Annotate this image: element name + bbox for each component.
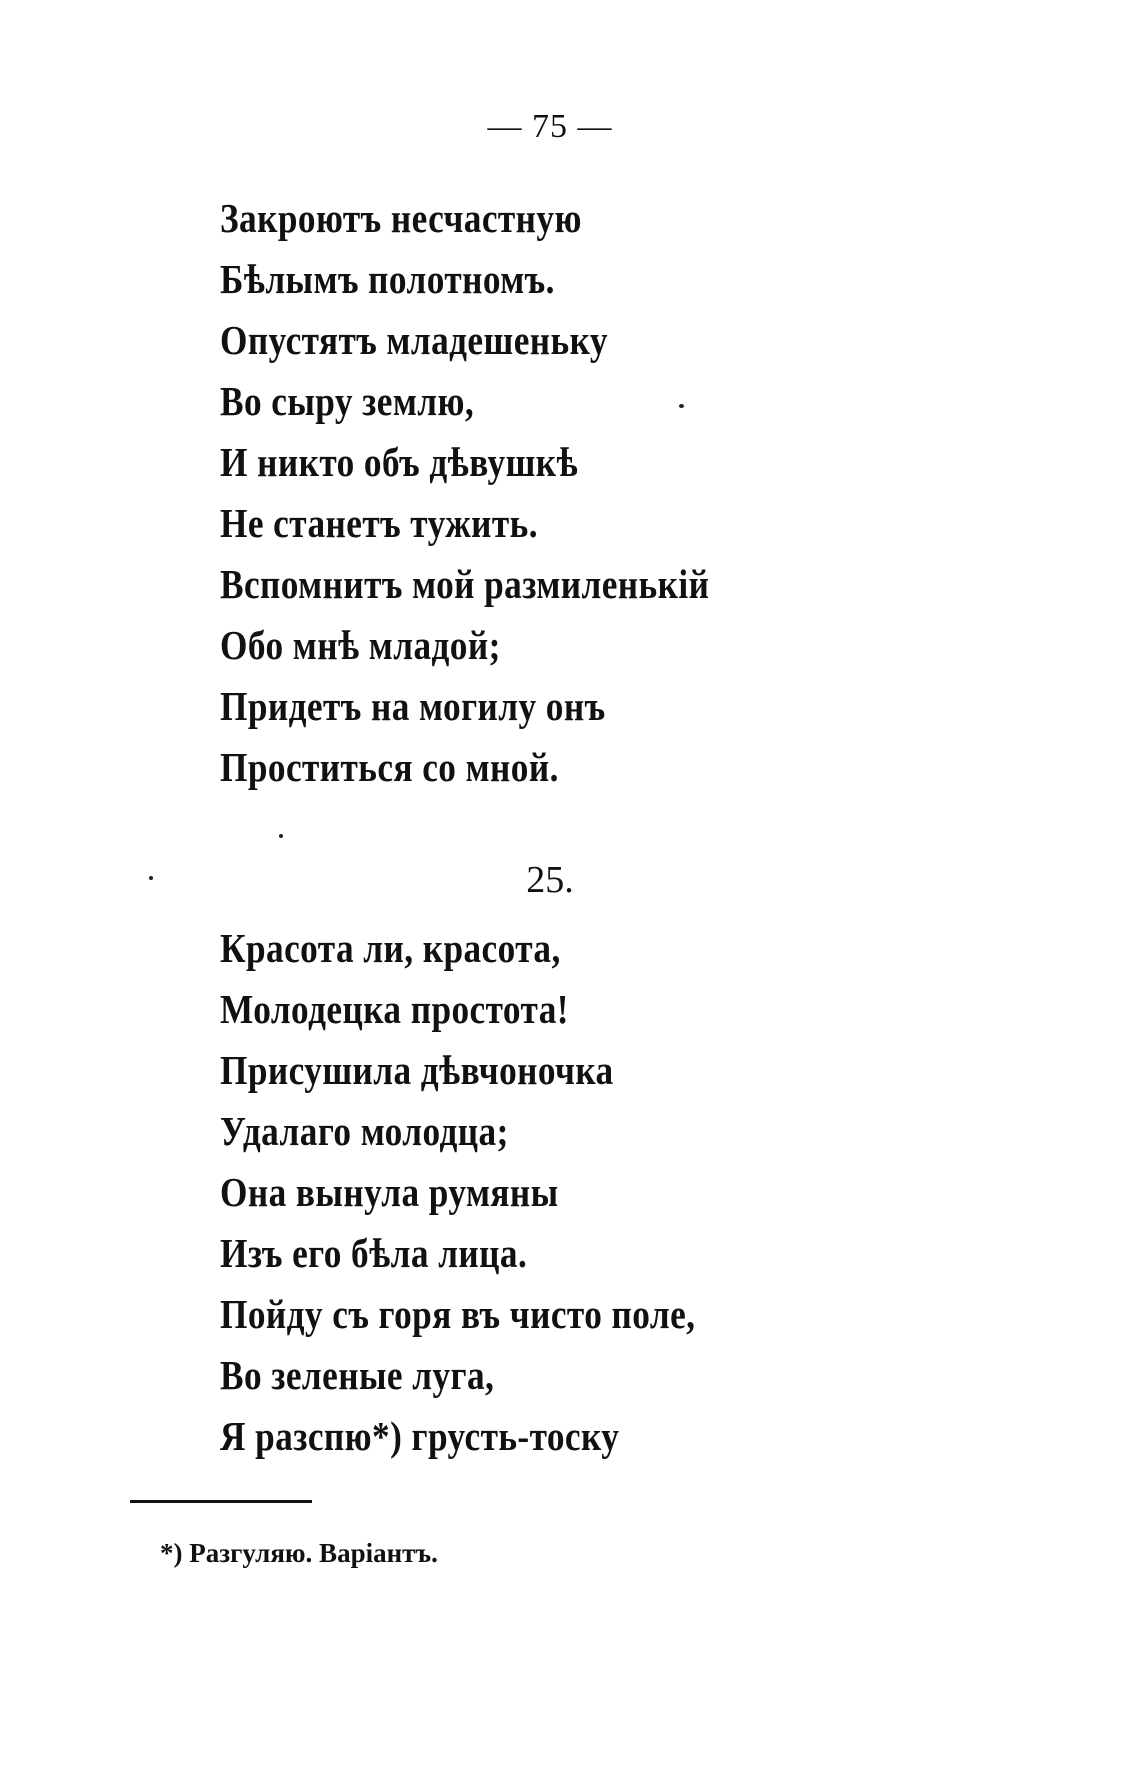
poem-25 bbox=[220, 918, 773, 1467]
poem-continued bbox=[220, 188, 789, 798]
poem-line: Во зеленые луга, bbox=[220, 1352, 495, 1398]
poem-line: Я разспю*) грусть-тоску bbox=[220, 1413, 620, 1459]
poem-line: Красота ли, красота, bbox=[220, 925, 561, 971]
footnote-divider bbox=[130, 1500, 312, 1503]
ink-speck bbox=[279, 834, 283, 838]
poem-line: Изъ его бѣла лица. bbox=[220, 1230, 528, 1276]
page-number: — 75 — bbox=[487, 108, 613, 145]
poem-line: Пойду съ горя въ чисто поле, bbox=[220, 1291, 696, 1337]
poem-line: Закроютъ несчастную bbox=[220, 195, 582, 241]
poem-line: Не станетъ тужить. bbox=[220, 500, 539, 546]
poem-line: Обо мнѣ младой; bbox=[220, 622, 501, 668]
poem-line: Во сыру землю, bbox=[220, 378, 475, 424]
poem-line: Придетъ на могилу онъ bbox=[220, 683, 606, 729]
poem-line: Бѣлымъ полотномъ. bbox=[220, 256, 555, 302]
poem-line: Удалаго молодца; bbox=[220, 1108, 509, 1154]
poem-number: 25. bbox=[526, 859, 574, 901]
ink-speck bbox=[149, 876, 153, 880]
footnote: *) Разгуляю. Варіантъ. bbox=[160, 1538, 438, 1568]
poem-line: Вспомнитъ мой размиленькій bbox=[220, 561, 710, 607]
poem-line: Молодецка простота! bbox=[220, 986, 569, 1032]
poem-line: Опустятъ младешеньку bbox=[220, 317, 608, 363]
ink-speck bbox=[679, 404, 684, 408]
poem-line: И никто объ дѣвушкѣ bbox=[220, 439, 579, 485]
poem-line: Проститься со мной. bbox=[220, 744, 559, 790]
poem-line: Присушила дѣвчоночка bbox=[220, 1047, 614, 1093]
poem-line: Она вынула румяны bbox=[220, 1169, 559, 1215]
